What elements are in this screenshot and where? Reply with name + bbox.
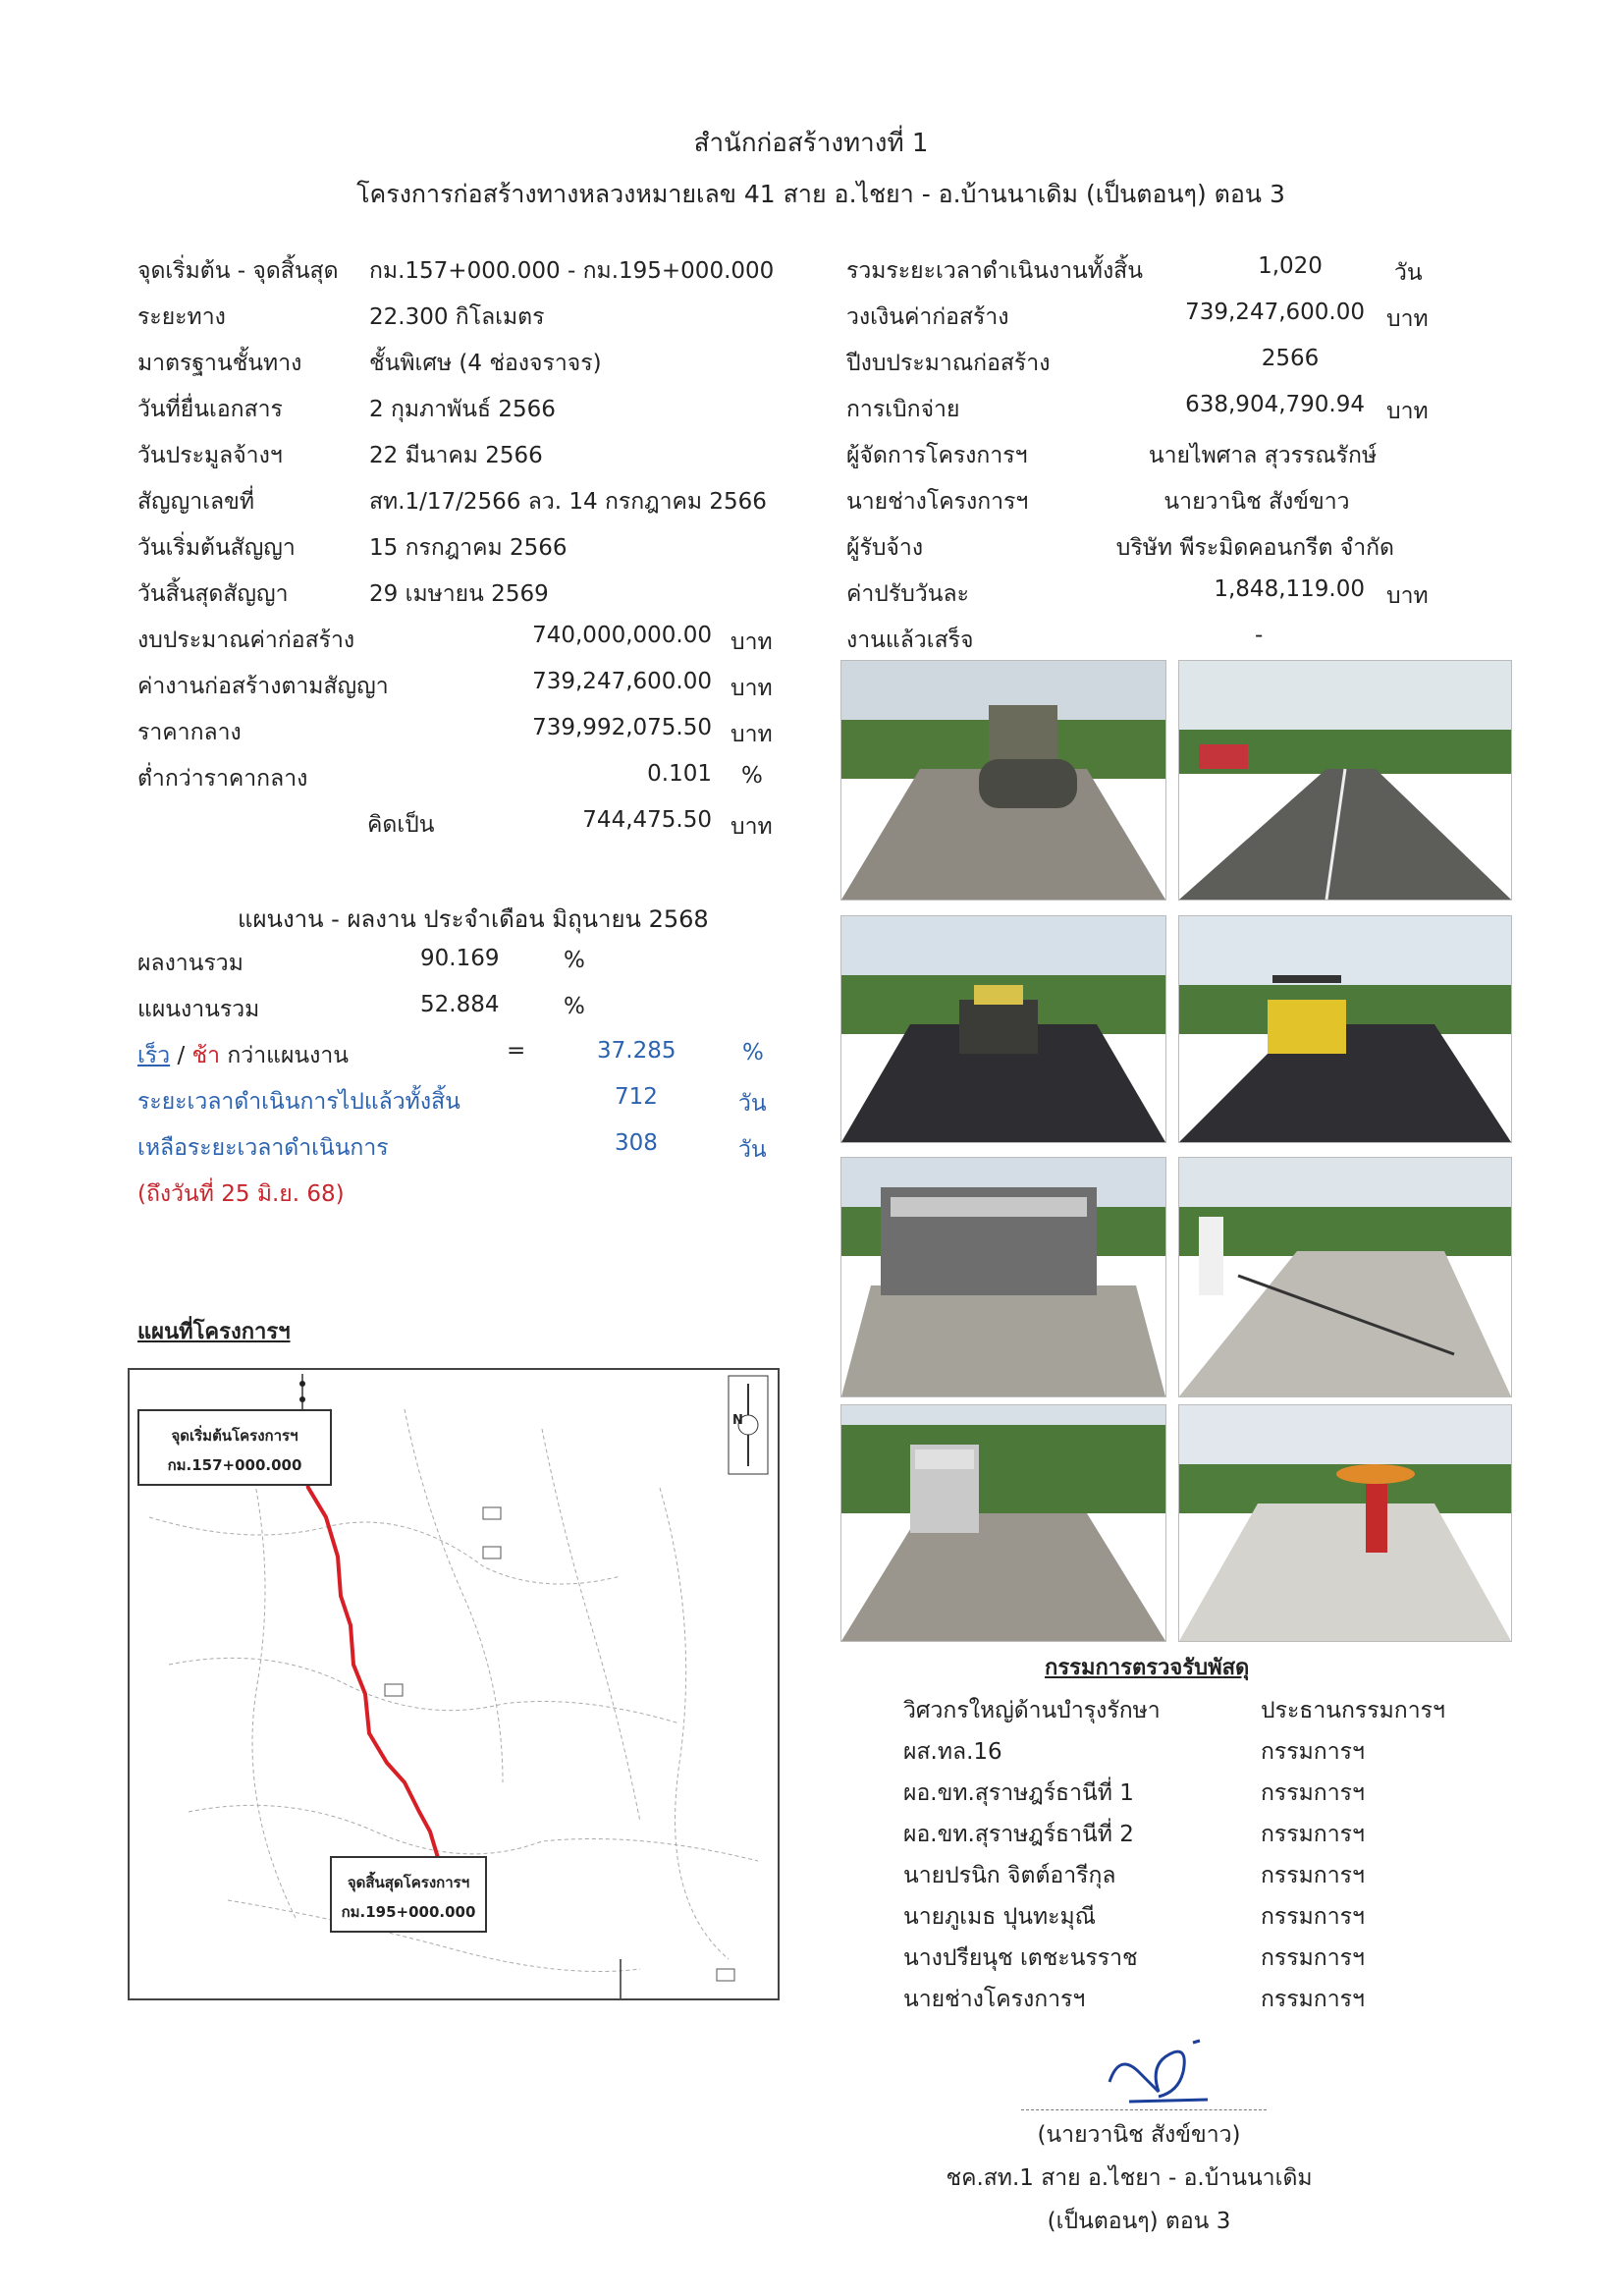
info-label: จุดเริ่มต้น - จุดสิ้นสุด bbox=[137, 258, 339, 284]
actual-value: 90.169 bbox=[420, 946, 500, 971]
photo-pneumatic-roller bbox=[1178, 915, 1512, 1143]
diff-unit: % bbox=[742, 1040, 764, 1066]
info-value: 739,247,600.00 bbox=[1185, 300, 1365, 325]
photo-inspection bbox=[1178, 1404, 1512, 1642]
info-label: นายช่างโครงการฯ bbox=[846, 489, 1029, 515]
remain-label: เหลือระยะเวลาดำเนินการ bbox=[137, 1135, 389, 1161]
north-letter: N bbox=[732, 1413, 743, 1428]
as-of-date: (ถึงวันที่ 25 มิ.ย. 68) bbox=[137, 1181, 345, 1207]
committee-name: ผส.ทล.16 bbox=[903, 1739, 1002, 1765]
project-map bbox=[128, 1368, 780, 2000]
elapsed-value: 712 bbox=[615, 1084, 658, 1110]
signature-line bbox=[1021, 2109, 1267, 2110]
info-label: ค่าปรับวันละ bbox=[846, 581, 969, 607]
end-km: กม.195+000.000 bbox=[341, 1903, 476, 1921]
info-label: วันประมูลจ้างฯ bbox=[137, 443, 283, 468]
map-symbol bbox=[483, 1547, 501, 1558]
committee-role: กรรมการฯ bbox=[1261, 1863, 1365, 1888]
info-value: นายวานิช สังข์ขาว bbox=[1163, 489, 1350, 515]
map-symbol bbox=[717, 1969, 734, 1981]
info-label: วันสิ้นสุดสัญญา bbox=[137, 581, 289, 607]
info-unit: บาท bbox=[1386, 583, 1429, 609]
slash-text: / bbox=[177, 1043, 186, 1068]
info-value: 1,848,119.00 bbox=[1214, 576, 1365, 602]
committee-role: กรรมการฯ bbox=[1261, 1945, 1365, 1971]
project-title: โครงการก่อสร้างทางหลวงหมายเลข 41 สาย อ.ไชยา - อ.บ้านนาเดิม (เป็นตอนๆ) ตอน 3 bbox=[356, 180, 1285, 208]
committee-role: กรรมการฯ bbox=[1261, 1904, 1365, 1930]
map-symbol bbox=[385, 1684, 403, 1696]
info-value: กม.157+000.000 - กม.195+000.000 bbox=[369, 258, 775, 284]
committee-name: นายช่างโครงการฯ bbox=[903, 1987, 1086, 2012]
committee-role: กรรมการฯ bbox=[1261, 1780, 1365, 1806]
info-value: 2566 bbox=[1261, 346, 1320, 371]
info-label: วันเริ่มต้นสัญญา bbox=[137, 535, 296, 561]
signer-position-2: (เป็นตอนๆ) ตอน 3 bbox=[1047, 2209, 1231, 2234]
info-unit: บาท bbox=[1386, 306, 1429, 332]
map-title: แผนที่โครงการฯ bbox=[137, 1320, 291, 1344]
committee-role: กรรมการฯ bbox=[1261, 1987, 1365, 2012]
start-label: จุดเริ่มต้นโครงการฯ bbox=[171, 1427, 298, 1445]
info-label: งานแล้วเสร็จ bbox=[846, 628, 974, 653]
committee-name: นางปรียนุช เตชะนรราช bbox=[903, 1945, 1138, 1971]
money-label: ต่ำกว่าราคากลาง bbox=[137, 766, 308, 792]
info-value: 1,020 bbox=[1258, 253, 1323, 279]
info-label: การเบิกจ่าย bbox=[846, 397, 960, 422]
committee-role: ประธานกรรมการฯ bbox=[1261, 1698, 1445, 1723]
remain-unit: วัน bbox=[738, 1137, 767, 1163]
photo-paver bbox=[840, 915, 1166, 1143]
money-unit: บาท bbox=[730, 814, 773, 840]
info-label: ผู้จัดการโครงการฯ bbox=[846, 443, 1028, 468]
info-unit: บาท bbox=[1386, 399, 1429, 424]
diff-value: 37.285 bbox=[597, 1038, 676, 1064]
equals-sign: = bbox=[507, 1038, 526, 1064]
info-label: ปีงบประมาณก่อสร้าง bbox=[846, 351, 1051, 376]
money-unit: บาท bbox=[730, 629, 773, 655]
info-label: ระยะทาง bbox=[137, 304, 226, 330]
info-label: วันที่ยื่นเอกสาร bbox=[137, 397, 283, 422]
info-label: สัญญาเลขที่ bbox=[137, 489, 254, 515]
committee-role: กรรมการฯ bbox=[1261, 1739, 1365, 1765]
committee-title: กรรมการตรวจรับพัสดุ bbox=[1045, 1656, 1250, 1680]
committee-role: กรรมการฯ bbox=[1261, 1822, 1365, 1847]
actual-unit: % bbox=[564, 948, 585, 973]
committee-name: วิศวกรใหญ่ด้านบำรุงรักษา bbox=[903, 1698, 1161, 1723]
map-symbol bbox=[483, 1507, 501, 1519]
info-value: บริษัท พีระมิดคอนกรีต จำกัด bbox=[1115, 535, 1394, 561]
info-unit: วัน bbox=[1394, 260, 1423, 286]
info-label: ผู้รับจ้าง bbox=[846, 535, 924, 561]
info-label: รวมระยะเวลาดำเนินงานทั้งสิ้น bbox=[846, 258, 1143, 284]
committee-name: นายปรนิก จิตต์อารีกุล bbox=[903, 1863, 1116, 1888]
elapsed-unit: วัน bbox=[738, 1091, 767, 1117]
end-callout bbox=[330, 1856, 487, 1933]
info-value: สท.1/17/2566 ลว. 14 กรกฎาคม 2566 bbox=[369, 489, 767, 515]
photo-roller-compacting bbox=[840, 660, 1166, 901]
info-value: 29 เมษายน 2569 bbox=[369, 581, 549, 607]
progress-title: แผนงาน - ผลงาน ประจำเดือน มิถุนายน 2568 bbox=[238, 905, 709, 933]
plan-unit: % bbox=[564, 994, 585, 1019]
end-label: จุดสิ้นสุดโครงการฯ bbox=[347, 1874, 470, 1891]
info-value: 15 กรกฎาคม 2566 bbox=[369, 535, 568, 561]
project-route bbox=[302, 1460, 452, 1920]
elapsed-label: ระยะเวลาดำเนินการไปแล้วทั้งสิ้น bbox=[137, 1089, 460, 1115]
start-km-text: กม.157+000.000 bbox=[167, 1456, 302, 1474]
info-label: มาตรฐานชั้นทาง bbox=[137, 351, 302, 376]
info-value: 22.300 กิโลเมตร bbox=[369, 304, 545, 330]
money-value: 744,475.50 bbox=[582, 807, 712, 833]
signature-mark bbox=[1090, 2023, 1227, 2111]
signer-name: (นายวานิช สังข์ขาว) bbox=[1037, 2122, 1241, 2148]
info-value: 2 กุมภาพันธ์ 2566 bbox=[369, 397, 556, 422]
remain-value: 308 bbox=[615, 1130, 658, 1156]
money-label: ราคากลาง bbox=[137, 720, 242, 745]
actual-label: ผลงานรวม bbox=[137, 951, 243, 976]
money-unit: % bbox=[741, 763, 763, 789]
money-value: 740,000,000.00 bbox=[532, 623, 712, 648]
money-label: งบประมาณค่าก่อสร้าง bbox=[137, 628, 355, 653]
fast-slow-label bbox=[137, 1038, 349, 1073]
info-value: - bbox=[1255, 623, 1264, 648]
plan-value: 52.884 bbox=[420, 992, 500, 1017]
info-value: 22 มีนาคม 2566 bbox=[369, 443, 543, 468]
money-value: 0.101 bbox=[647, 761, 712, 787]
vs-plan-text: กว่าแผนงาน bbox=[227, 1043, 350, 1068]
money-unit: บาท bbox=[730, 722, 773, 747]
photo-concrete-finishing bbox=[1178, 1157, 1512, 1397]
office-title: สำนักก่อสร้างทางที่ 1 bbox=[693, 129, 929, 158]
money-label: คิดเป็น bbox=[367, 812, 435, 838]
money-value: 739,247,600.00 bbox=[532, 669, 712, 694]
fast-text: เร็ว bbox=[137, 1043, 171, 1068]
slow-text: ช้า bbox=[191, 1043, 221, 1068]
money-value: 739,992,075.50 bbox=[532, 715, 712, 740]
info-value: 638,904,790.94 bbox=[1185, 392, 1365, 417]
photo-slipform-paver bbox=[840, 1157, 1166, 1397]
start-callout bbox=[137, 1409, 332, 1486]
committee-name: ผอ.ขท.สุราษฎร์ธานีที่ 1 bbox=[903, 1780, 1134, 1806]
plan-label: แผนงานรวม bbox=[137, 997, 260, 1022]
money-unit: บาท bbox=[730, 676, 773, 701]
signer-position: ชค.สท.1 สาย อ.ไชยา - อ.บ้านนาเดิม bbox=[946, 2165, 1313, 2191]
photo-concrete-mixer bbox=[840, 1404, 1166, 1642]
info-value: นายไพศาล สุวรรณรักษ์ bbox=[1148, 443, 1378, 468]
photo-asphalt-lane bbox=[1178, 660, 1512, 901]
committee-name: นายภูเมธ ปุนทะมุณี bbox=[903, 1904, 1096, 1930]
info-label: วงเงินค่าก่อสร้าง bbox=[846, 304, 1009, 330]
committee-name: ผอ.ขท.สุราษฎร์ธานีที่ 2 bbox=[903, 1822, 1134, 1847]
money-label: ค่างานก่อสร้างตามสัญญา bbox=[137, 674, 389, 699]
info-value: ชั้นพิเศษ (4 ช่องจราจร) bbox=[369, 351, 602, 376]
